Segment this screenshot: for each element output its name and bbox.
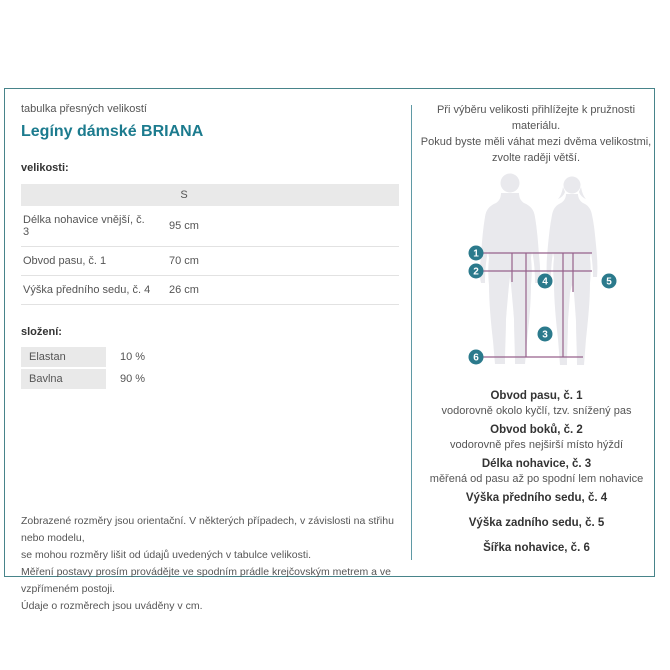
marker-3 bbox=[538, 327, 553, 342]
legend-title: Délka nohavice, č. 3 bbox=[481, 458, 592, 470]
fit-note-line: Při výběru velikosti přihlížejte k pružnosti materiálu. bbox=[436, 104, 636, 132]
body-silhouettes-diagram bbox=[453, 163, 637, 385]
measurement-figure bbox=[453, 163, 637, 385]
measure-label: Obvod pasu, č. 1 bbox=[21, 247, 153, 276]
size-header-filler bbox=[215, 184, 399, 206]
legend-desc: vodorovně okolo kyčlí, tzv. snížený pas bbox=[441, 405, 632, 417]
size-header-empty bbox=[21, 184, 153, 206]
measurement-legend bbox=[420, 390, 653, 567]
size-chart-panel bbox=[4, 88, 655, 612]
svg-text:6: 6 bbox=[473, 352, 479, 364]
legend-title: Šířka nohavice, č. 6 bbox=[483, 542, 590, 554]
table-row bbox=[21, 206, 399, 247]
size-table bbox=[21, 184, 399, 305]
svg-text:1: 1 bbox=[473, 248, 479, 260]
marker-1 bbox=[469, 246, 484, 261]
disclaimer-line: se mohou rozměry lišit od údajů uvedených v tabulce velikosti. bbox=[21, 549, 312, 561]
sizes-section-label: velikosti: bbox=[21, 162, 69, 174]
product-title: Legíny dámské BRIANA bbox=[21, 123, 204, 140]
row-filler bbox=[215, 247, 399, 276]
list-item bbox=[21, 347, 399, 367]
material-value: 90 % bbox=[120, 373, 146, 385]
marker-6 bbox=[469, 350, 484, 365]
legend-desc: měřená od pasu až po spodní lem nohavice bbox=[429, 473, 644, 485]
measure-value: 95 cm bbox=[153, 206, 215, 247]
row-filler bbox=[215, 276, 399, 305]
svg-text:2: 2 bbox=[473, 266, 479, 278]
legend-item bbox=[420, 458, 653, 485]
marker-5 bbox=[602, 274, 617, 289]
right-column bbox=[420, 102, 652, 166]
size-table-header-row bbox=[21, 184, 399, 206]
material-label: Elastan bbox=[21, 347, 106, 367]
measure-value: 26 cm bbox=[153, 276, 215, 305]
legend-title: Obvod boků, č. 2 bbox=[490, 424, 583, 436]
fit-note bbox=[420, 102, 652, 166]
disclaimer-text bbox=[21, 513, 411, 615]
measure-value: 70 cm bbox=[153, 247, 215, 276]
row-filler bbox=[215, 206, 399, 247]
left-column bbox=[21, 103, 399, 391]
measure-label: Výška předního sedu, č. 4 bbox=[21, 276, 153, 305]
measure-label: Délka nohavice vnější, č. 3 bbox=[21, 206, 153, 247]
svg-text:3: 3 bbox=[542, 329, 548, 341]
size-column-header: S bbox=[153, 184, 215, 206]
legend-title: Výška předního sedu, č. 4 bbox=[465, 492, 608, 504]
marker-2 bbox=[469, 264, 484, 279]
svg-text:5: 5 bbox=[606, 276, 612, 288]
list-item bbox=[21, 369, 399, 389]
legend-item bbox=[420, 390, 653, 417]
legend-item bbox=[420, 542, 653, 554]
legend-desc: vodorovně přes nejširší místo hýždí bbox=[449, 439, 624, 451]
table-row bbox=[21, 247, 399, 276]
legend-item bbox=[420, 424, 653, 451]
material-value: 10 % bbox=[120, 351, 146, 363]
legend-item bbox=[420, 517, 653, 529]
svg-text:4: 4 bbox=[542, 276, 548, 288]
fit-note-line: zvolte raději větší. bbox=[491, 152, 581, 164]
disclaimer-line: Údaje o rozměrech jsou uváděny v cm. bbox=[21, 600, 203, 612]
marker-4 bbox=[538, 274, 553, 289]
composition-section-label: složení: bbox=[21, 326, 62, 338]
table-row bbox=[21, 276, 399, 305]
legend-title: Výška zadního sedu, č. 5 bbox=[468, 517, 605, 529]
fit-note-line: Pokud byste měli váhat mezi dvěma velikostmi, bbox=[420, 136, 652, 148]
disclaimer-line: Měření postavy prosím provádějte ve spodním prádle krejčovským metrem a ve vzpřímeném postoji. bbox=[21, 566, 391, 595]
disclaimer-line: Zobrazené rozměry jsou orientační. V některých případech, v závislosti na střihu nebo modelu, bbox=[21, 515, 394, 544]
composition-table bbox=[21, 347, 399, 389]
vertical-divider bbox=[411, 105, 412, 560]
legend-item bbox=[420, 492, 653, 504]
table-eyebrow-label: tabulka přesných velikostí bbox=[21, 103, 147, 115]
material-label: Bavlna bbox=[21, 369, 106, 389]
legend-title: Obvod pasu, č. 1 bbox=[490, 390, 583, 402]
